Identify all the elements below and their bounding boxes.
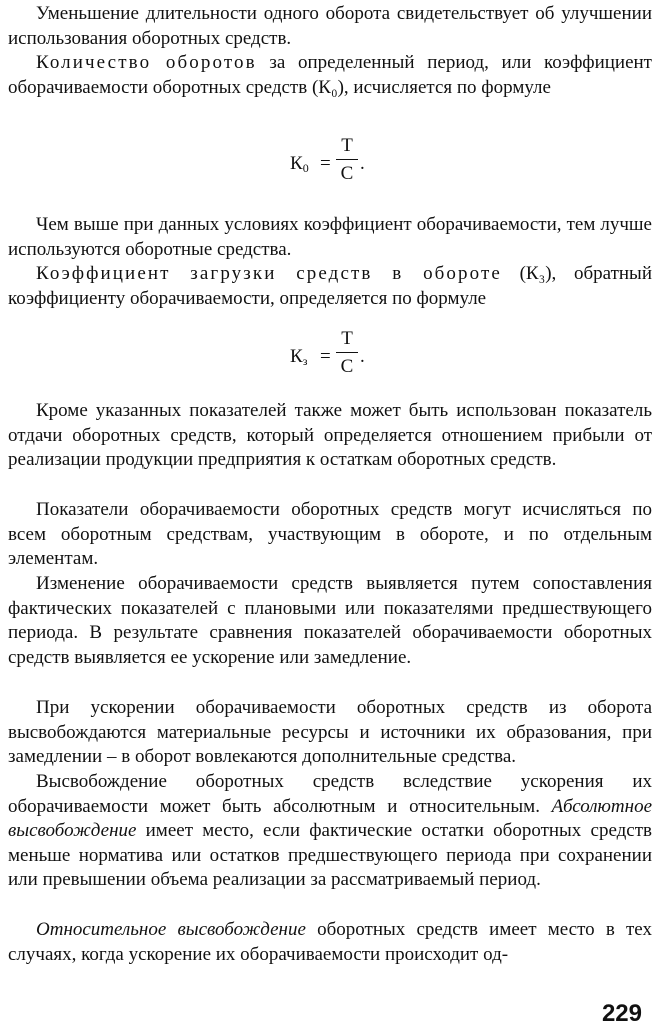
formula-k0-denominator: С	[340, 163, 354, 184]
term-relative-release: Относительное высвобождение	[36, 919, 306, 940]
term-turnover-count: Количество оборотов	[36, 52, 257, 73]
paragraph-1	[8, 2, 652, 51]
term-load-coefficient: Коэффициент загрузки средств в обороте	[36, 263, 502, 284]
paragraph-5-text: Кроме указанных показателей также может быть использован показатель отдачи оборотных средств, который определяется отношением прибыли от реализации продукции предприятия к остаткам оборотных средств.	[8, 400, 652, 471]
paragraph-9-tail: имеет место, если фактические остатки оборотных средств меньше норматива или остатков предшествующего периода при сохранении или превышении объема реализации за рассматриваемый период.	[8, 820, 652, 891]
formula-k0-period: .	[360, 153, 365, 174]
formula-kz-numerator: Т	[341, 328, 353, 349]
paragraph-10-text: оборотных средств имеет место в тех случаях, когда ускорение их оборачиваемости происходит од-	[8, 919, 652, 965]
term-absolute-release: Абсолютное высвобождение	[8, 795, 652, 842]
fraction-bar	[336, 159, 358, 160]
paragraph-3-text: Чем выше при данных условиях коэффициент оборачиваемости, тем лучше используются оборотные средства.	[8, 214, 652, 260]
paragraph-8-text: При ускорении оборачиваемости оборотных средств из оборота высвобождаются материальные ресурсы и источники их образования, при замедлении – в оборот вовлекаются дополнительные средства.	[8, 697, 652, 768]
formula-k0-equals: =	[320, 153, 331, 174]
formula-kz-fraction	[336, 328, 358, 378]
formula-kz-lhs: $К_з$	[290, 346, 308, 368]
paragraph-2-text: за определенный период, или коэффициент оборачиваемости оборотных средств (К₀), исчисляется по формуле	[8, 52, 652, 98]
paragraph-7-text: Изменение оборачиваемости средств выявляется путем сопоставления фактических показателей с плановыми или показателями предшествующего периода. В результате сравнения показателей оборачиваемости оборотных средств выявляется ее ускорение или замедление.	[8, 573, 652, 668]
paragraph-6	[8, 498, 652, 572]
formula-k0-numerator: Т	[341, 135, 353, 156]
paragraph-10	[8, 918, 652, 967]
paragraph-2	[8, 51, 652, 100]
paragraph-4	[8, 262, 652, 311]
formula-kz-period: .	[360, 346, 365, 367]
paragraph-6-text: Показатели оборачиваемости оборотных средств могут исчисляться по всем оборотным средствам, участвующим в обороте, и по отдельным элементам.	[8, 499, 652, 570]
paragraph-9	[8, 770, 652, 893]
paragraph-9-text: Высвобождение оборотных средств вследствие ускорения их оборачиваемости может быть абсолютным и относительным.	[8, 771, 652, 817]
fraction-bar	[336, 352, 358, 353]
paragraph-1-text: Уменьшение длительности одного оборота свидетельствует об улучшении использования оборотных средств.	[8, 3, 652, 49]
formula-kz	[290, 328, 410, 388]
formula-k0-lhs: $К_0$	[290, 153, 309, 175]
formula-k0	[290, 135, 410, 195]
paragraph-4-text: (К₃), обратный коэффициенту оборачиваемости, определяется по формуле	[8, 263, 652, 309]
paragraph-5	[8, 399, 652, 473]
formula-kz-denominator: С	[340, 356, 354, 377]
paragraph-3	[8, 213, 652, 262]
formula-kz-equals: =	[320, 346, 331, 367]
formula-k0-fraction	[336, 135, 358, 185]
paragraph-8	[8, 696, 652, 770]
page-number: 229	[601, 1000, 642, 1027]
paragraph-7	[8, 572, 652, 670]
